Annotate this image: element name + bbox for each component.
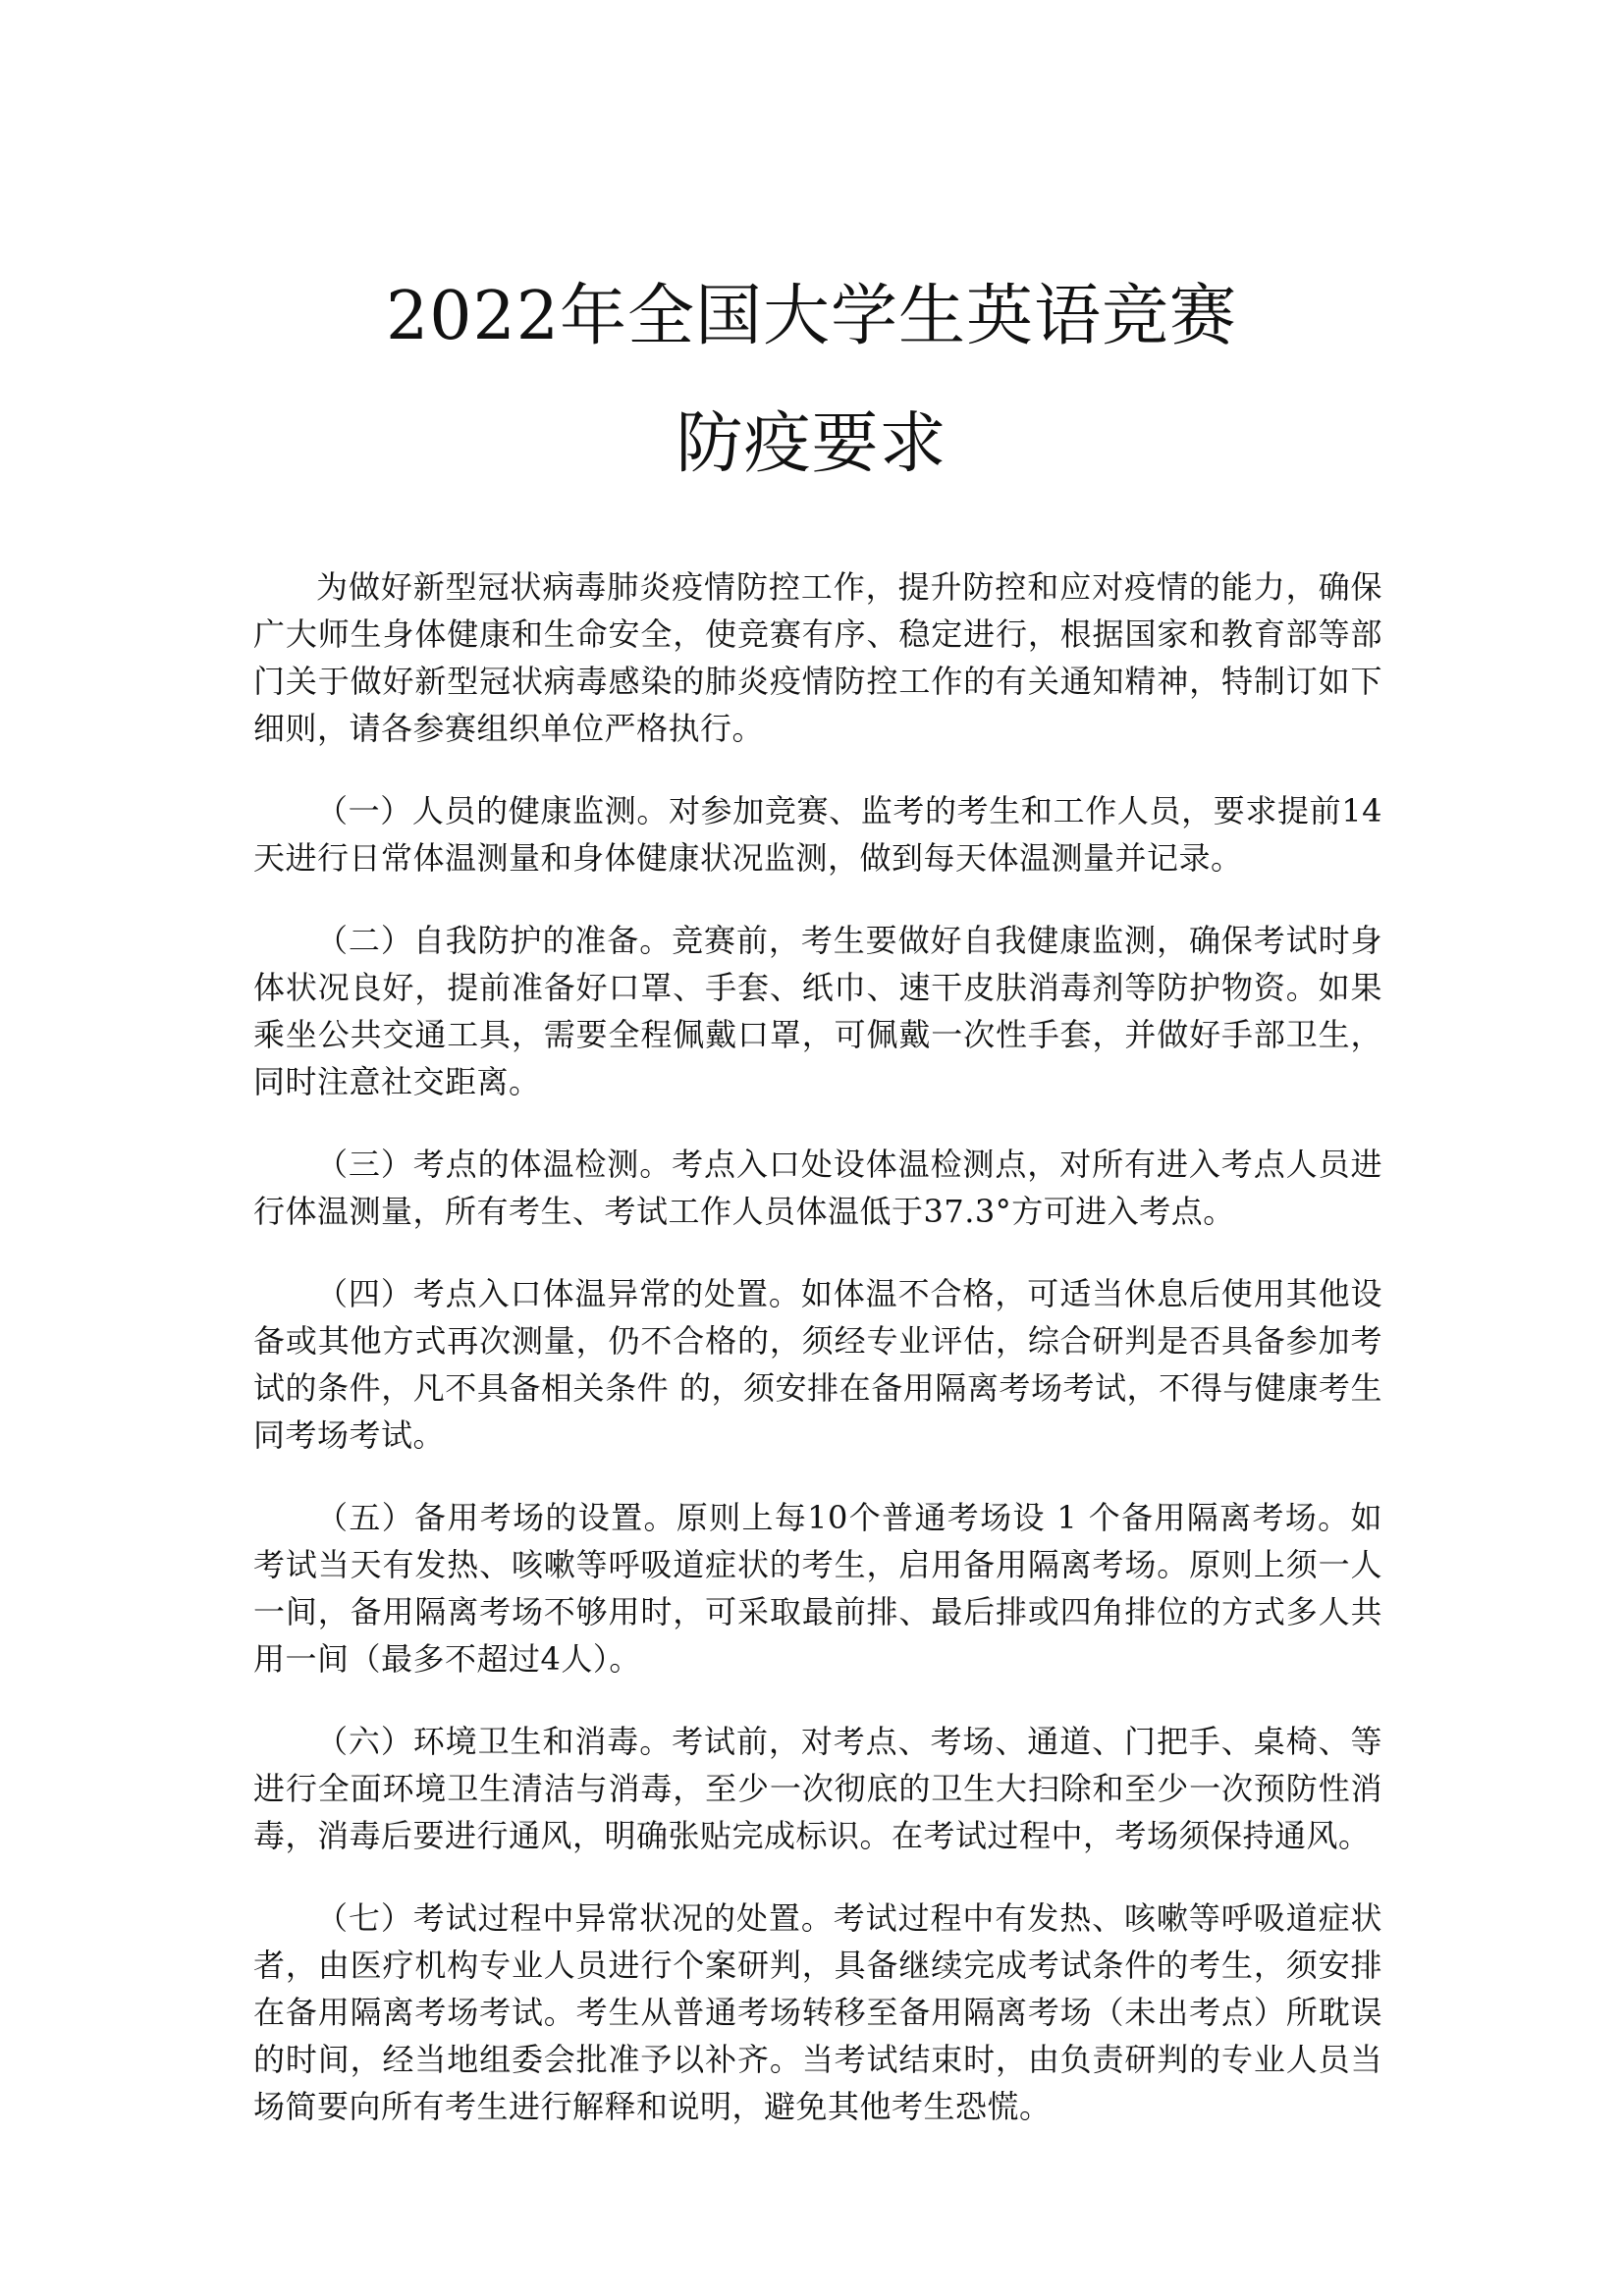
paragraph-intro: 为做好新型冠状病毒肺炎疫情防控工作，提升防控和应对疫情的能力，确保广大师生身体健康和生命安全，使竞赛有序、稳定进行，根据国家和教育部等部门关于做好新型冠状病毒感染的肺炎疫情防控工作的有关通知精神，特制订如下细则，请各参赛组织单位严格执行。	[253, 568, 1382, 747]
paragraph-1: （一）人员的健康监测。对参加竞赛、监考的考生和工作人员，要求提前14天进行日常体温测量和身体健康状况监测，做到每天体温测量并记录。	[253, 792, 1382, 877]
title-line-1: 2022年全国大学生英语竞赛	[385, 278, 1238, 355]
document-body	[253, 563, 1382, 2165]
document-title	[0, 253, 1623, 508]
title-line-2: 防疫要求	[676, 405, 947, 483]
paragraph-6: （六）环境卫生和消毒。考试前，对考点、考场、通道、门把手、桌椅、等进行全面环境卫生清洁与消毒，至少一次彻底的卫生大扫除和至少一次预防性消毒，消毒后要进行通风，明确张贴完成标识。在考试过程中，考场须保持通风。	[253, 1723, 1382, 1854]
paragraph-2: （二）自我防护的准备。竞赛前，考生要做好自我健康监测，确保考试时身体状况良好，提前准备好口罩、手套、纸巾、速干皮肤消毒剂等防护物资。如果乘坐公共交通工具，需要全程佩戴口罩，可佩戴一次性手套，并做好手部卫生，同时注意社交距离。	[253, 922, 1382, 1100]
paragraph-5: （五）备用考场的设置。原则上每10个普通考场设 1 个备用隔离考场。如考试当天有发热、咳嗽等呼吸道症状的考生，启用备用隔离考场。原则上须一人一间，备用隔离考场不够用时，可采取最前排、最后排或四角排位的方式多人共用一间（最多不超过4人）。	[253, 1499, 1382, 1678]
paragraph-3: （三）考点的体温检测。考点入口处设体温检测点，对所有进入考点人员进行体温测量，所有考生、考试工作人员体温低于37.3°方可进入考点。	[253, 1146, 1382, 1230]
paragraph-7: （七）考试过程中异常状况的处置。考试过程中有发热、咳嗽等呼吸道症状者，由医疗机构专业人员进行个案研判，具备继续完成考试条件的考生，须安排在备用隔离考场考试。考生从普通考场转移至备用隔离考场（未出考点）所耽误的时间，经当地组委会批准予以补齐。当考试结束时，由负责研判的专业人员当场简要向所有考生进行解释和说明，避免其他考生恐慌。	[253, 1899, 1382, 2125]
paragraph-4: （四）考点入口体温异常的处置。如体温不合格，可适当休息后使用其他设备或其他方式再次测量，仍不合格的，须经专业评估，综合研判是否具备参加考试的条件，凡不具备相关条件 的，须安排在备用隔离考场考试，不得与健康考生同考场考试。	[253, 1275, 1382, 1454]
